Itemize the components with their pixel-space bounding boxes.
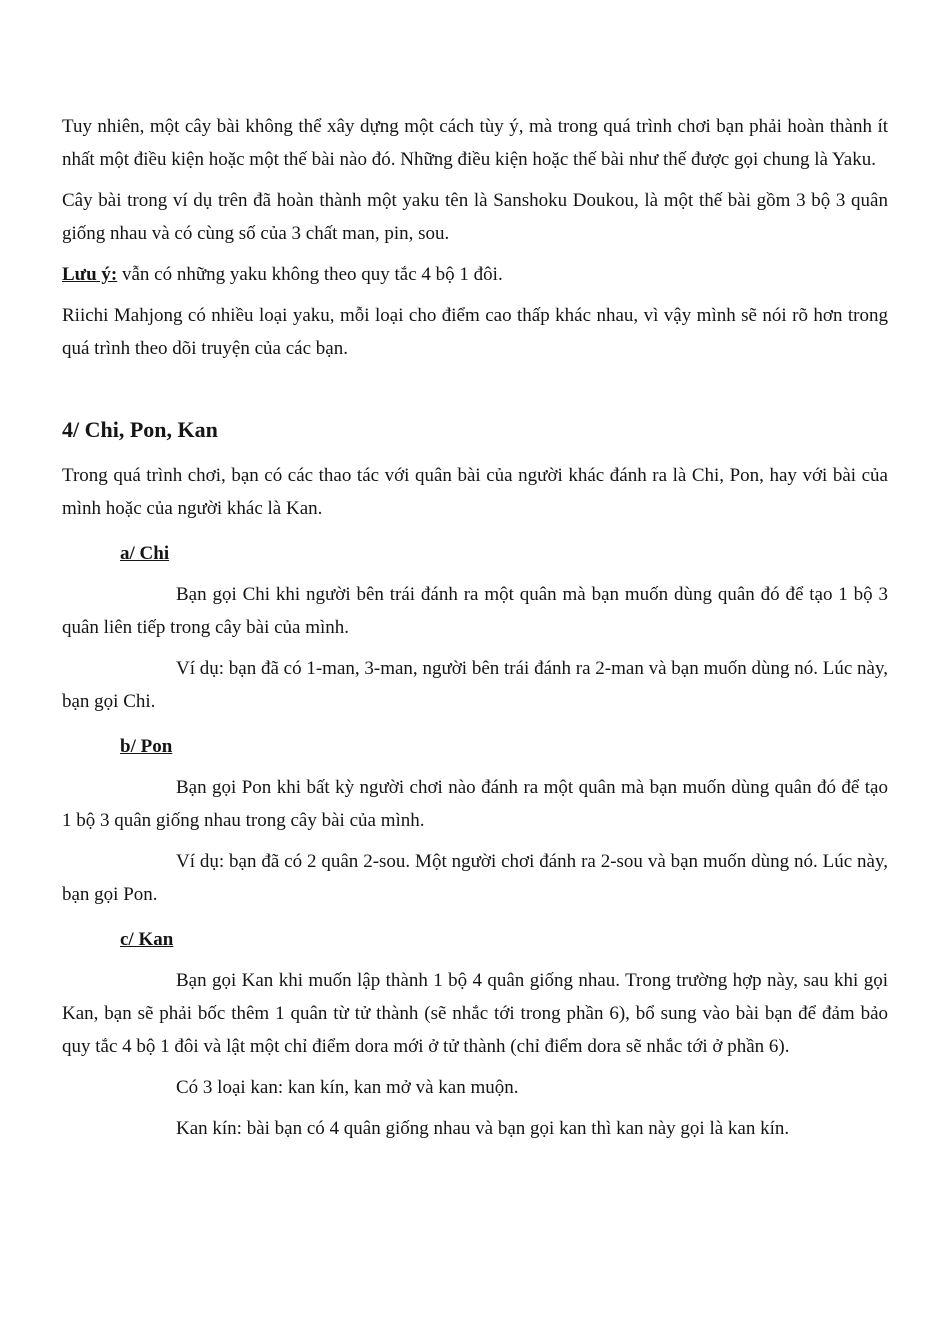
paragraph-pon-body: Bạn gọi Pon khi bất kỳ người chơi nào đánh ra một quân mà bạn muốn dùng quân đó để tạo 1 bộ 3 quân giống nhau trong cây bài của mình. [62,777,888,831]
subheading-pon: b/ Pon [120,736,173,757]
subheading-kan: c/ Kan [120,929,174,950]
paragraph-chi-example: Ví dụ: bạn đã có 1-man, 3-man, người bên trái đánh ra 2-man và bạn muốn dùng nó. Lúc này, bạn gọi Chi. [62,658,888,712]
section4-heading: 4/ Chi, Pon, Kan [62,417,218,442]
note-label: Lưu ý: [62,264,118,285]
subheading-chi: a/ Chi [120,543,170,564]
section4-intro: Trong quá trình chơi, bạn có các thao tác với quân bài của người khác đánh ra là Chi, Pon, hay với bài của mình hoặc của người khác là Kan. [62,465,888,519]
paragraph-yaku-variety: Riichi Mahjong có nhiều loại yaku, mỗi loại cho điểm cao thấp khác nhau, vì vậy mình sẽ nói rõ hơn trong quá trình theo dõi truyện của các bạn. [62,305,888,359]
paragraph-kan-body: Bạn gọi Kan khi muốn lập thành 1 bộ 4 quân giống nhau. Trong trường hợp này, sau khi gọi Kan, bạn sẽ phải bốc thêm 1 quân từ tử thành (sẽ nhắc tới trong phần 6), bổ sung vào bài bạn để đảm bảo quy tắc 4 bộ 1 đôi và lật một chỉ điểm dora mới ở tử thành (chỉ điểm dora sẽ nhắc tới ở phần 6). [62,970,888,1057]
paragraph-pon-example: Ví dụ: bạn đã có 2 quân 2-sou. Một người chơi đánh ra 2-sou và bạn muốn dùng nó. Lúc này, bạn gọi Pon. [62,851,888,905]
paragraph-yaku-intro: Tuy nhiên, một cây bài không thể xây dựng một cách tùy ý, mà trong quá trình chơi bạn phải hoàn thành ít nhất một điều kiện hoặc một thế bài nào đó. Những điều kiện hoặc thế bài như thế được gọi chung là Yaku. [62,116,888,170]
paragraph-chi-body: Bạn gọi Chi khi người bên trái đánh ra một quân mà bạn muốn dùng quân đó để tạo 1 bộ 3 quân liên tiếp trong cây bài của mình. [62,584,888,638]
paragraph-sanshoku-example: Cây bài trong ví dụ trên đã hoàn thành một yaku tên là Sanshoku Doukou, là một thế bài gồm 3 bộ 3 quân giống nhau và có cùng số của 3 chất man, pin, sou. [62,190,888,244]
paragraph-kan-types: Có 3 loại kan: kan kín, kan mở và kan muộn. [176,1077,519,1098]
paragraph-note [62,258,888,291]
paragraph-kan-closed: Kan kín: bài bạn có 4 quân giống nhau và bạn gọi kan thì kan này gọi là kan kín. [176,1118,790,1139]
note-text: vẫn có những yaku không theo quy tắc 4 bộ 1 đôi. [117,264,503,285]
